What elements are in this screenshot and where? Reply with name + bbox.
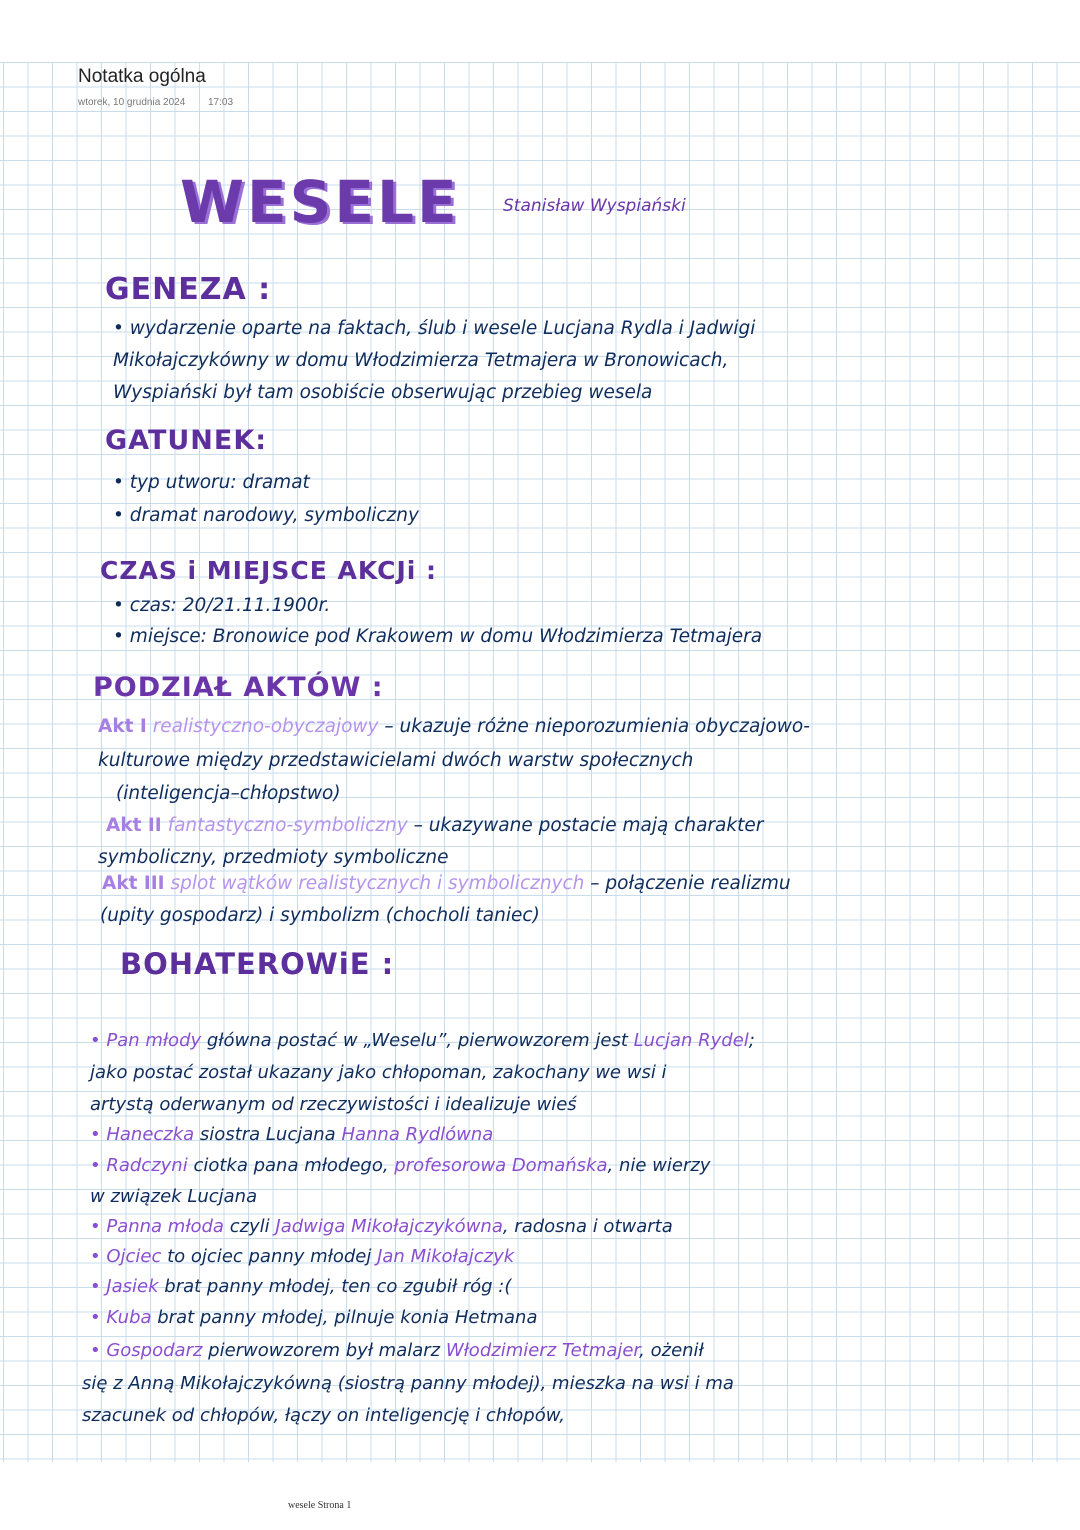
author-name: Stanisław Wyspiański <box>503 196 686 216</box>
note-title: Notatka ogólna <box>78 66 206 87</box>
character-name: • Ojciec <box>90 1246 168 1267</box>
act-2-type: fantastyczno-symboliczny <box>167 815 408 836</box>
character-text: w związek Lucjana <box>90 1186 258 1207</box>
character-text: jako postać został ukazany jako chłopoman, zakochany we wsi i <box>90 1062 667 1083</box>
character-line <box>90 1340 704 1361</box>
character-line <box>82 1373 734 1394</box>
geneza-line: Wyspiański był tam osobiście obserwując przebieg wesela <box>113 382 653 403</box>
act-2-line <box>106 815 763 836</box>
page-bottom-margin <box>0 1462 1080 1530</box>
act-3-label: Akt III <box>102 873 165 894</box>
character-text: czyli <box>229 1216 276 1237</box>
act-1-label: Akt I <box>98 716 147 737</box>
gatunek-line: • typ utworu: dramat <box>113 472 310 493</box>
main-title: WESELE <box>180 168 460 236</box>
character-text: , ożenił <box>639 1340 704 1361</box>
character-text: się z Anną Mikołajczykówną (siostrą panny młodej), mieszka na wsi i ma <box>82 1373 734 1394</box>
character-name: • Kuba <box>90 1307 158 1328</box>
act-3-line: (upity gospodarz) i symbolizm (chocholi taniec) <box>100 905 540 926</box>
character-name: Włodzimierz Tetmajer <box>445 1340 640 1361</box>
character-text: , nie wierzy <box>607 1155 711 1176</box>
character-line <box>90 1307 538 1328</box>
heading-gatunek: GATUNEK: <box>105 425 268 456</box>
character-text: brat panny młodej, ten co zgubił róg :( <box>164 1276 512 1297</box>
character-line <box>90 1246 514 1267</box>
act-3-text: – połączenie realizmu <box>590 873 791 894</box>
character-text: , radosna i otwarta <box>502 1216 673 1237</box>
heading-geneza: GENEZA : <box>105 272 272 307</box>
geneza-line: Mikołajczykówny w domu Włodzimierza Tetmajera w Bronowicach, <box>113 350 729 371</box>
act-1-line <box>98 716 810 737</box>
character-text: to ojciec panny młodej <box>167 1246 378 1267</box>
geneza-line: • wydarzenie oparte na faktach, ślub i wesele Lucjana Rydla i Jadwigi <box>113 318 756 339</box>
character-line <box>90 1155 710 1176</box>
character-line <box>90 1094 577 1115</box>
character-line <box>90 1276 511 1297</box>
act-1-line: kulturowe między przedstawicielami dwóch warstw społecznych <box>98 750 694 771</box>
character-text: brat panny młodej, pilnuje konia Hetmana <box>157 1307 538 1328</box>
act-1-text: – ukazuje różne nieporozumienia obyczajowo- <box>384 716 810 737</box>
character-text: artystą oderwanym od rzeczywistości i idealizuje wieś <box>90 1094 577 1115</box>
act-2-label: Akt II <box>106 815 162 836</box>
character-text: pierwowzorem był malarz <box>208 1340 446 1361</box>
act-3-line <box>102 873 791 894</box>
character-name: Hanna Rydlówna <box>341 1124 494 1145</box>
character-name: • Panna młoda <box>90 1216 230 1237</box>
act-2-line: symboliczny, przedmioty symboliczne <box>98 847 449 868</box>
act-2-text: – ukazywane postacie mają charakter <box>413 815 764 836</box>
character-text: główna postać w „Weselu”, pierwowzorem jest <box>206 1030 634 1051</box>
character-text: ciotka pana młodego, <box>193 1155 395 1176</box>
character-name: • Gospodarz <box>90 1340 209 1361</box>
character-line <box>90 1124 493 1145</box>
character-name: • Jasiek <box>90 1276 165 1297</box>
note-date: wtorek, 10 grudnia 2024 <box>78 97 186 108</box>
czas-line: • czas: 20/21.11.1900r. <box>113 595 331 616</box>
character-text: szacunek od chłopów, łączy on inteligencję i chłopów, <box>82 1405 566 1426</box>
page-top-margin <box>0 0 1080 62</box>
character-name: • Radczyni <box>90 1155 194 1176</box>
character-name: • Haneczka <box>90 1124 200 1145</box>
character-line <box>90 1030 755 1051</box>
character-text: siostra Lucjana <box>199 1124 342 1145</box>
character-name: profesorowa Domańska <box>394 1155 608 1176</box>
character-text: ; <box>748 1030 755 1051</box>
gatunek-line: • dramat narodowy, symboliczny <box>113 505 419 526</box>
heading-podzial-aktow: PODZIAŁ AKTÓW : <box>93 672 384 703</box>
act-1-type: realistyczno-obyczajowy <box>152 716 379 737</box>
character-line <box>82 1405 565 1426</box>
heading-czas-miejsce: CZAS i MIEJSCE AKCJi : <box>100 556 438 585</box>
character-line <box>90 1216 673 1237</box>
act-1-line: (inteligencja–chłopstwo) <box>116 783 341 804</box>
character-name: • Pan młody <box>90 1030 207 1051</box>
character-line <box>90 1062 667 1083</box>
character-name: Jadwiga Mikołajczykówna <box>275 1216 503 1237</box>
miejsce-line: • miejsce: Bronowice pod Krakowem w domu Włodzimierza Tetmajera <box>113 626 763 647</box>
heading-bohaterowie: BOHATEROWiE : <box>120 947 395 981</box>
character-line <box>90 1186 257 1207</box>
note-time: 17:03 <box>208 97 234 108</box>
act-3-type: splot wątków realistycznych i symbolicznych <box>170 873 585 894</box>
character-name: Lucjan Rydel <box>633 1030 749 1051</box>
page-footer: wesele Strona 1 <box>288 1500 352 1511</box>
character-name: Jan Mikołajczyk <box>377 1246 515 1267</box>
